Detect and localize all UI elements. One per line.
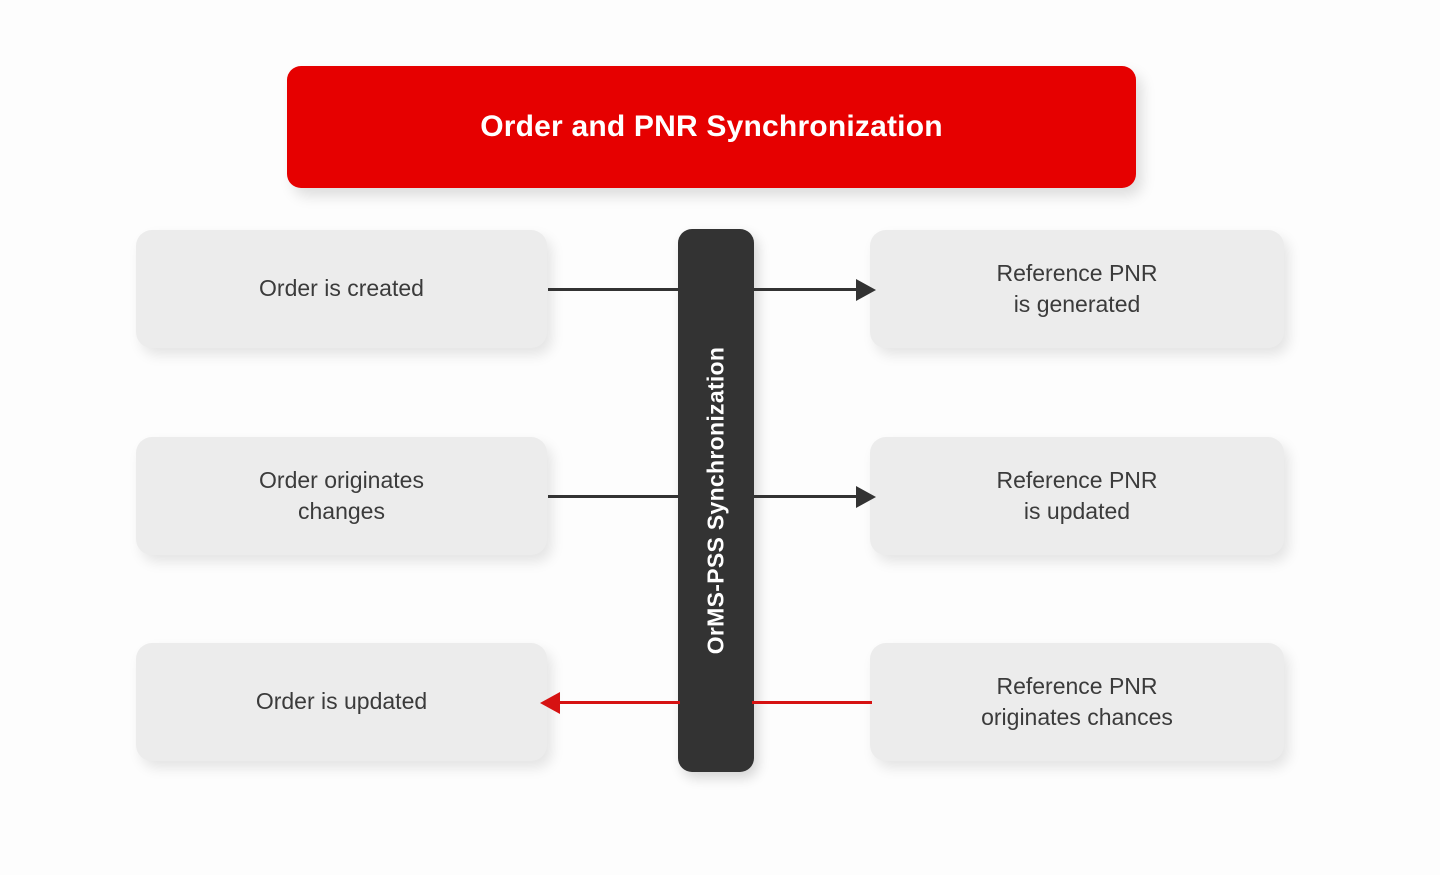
node-label-line2: originates chances (981, 704, 1173, 730)
node-label: Order is created (259, 275, 424, 302)
node-order-is-created (136, 230, 547, 348)
node-label-line1: Reference PNR (996, 259, 1158, 286)
arrowhead-right-icon (856, 486, 876, 508)
node-label (996, 258, 1157, 320)
node-label (996, 465, 1157, 527)
page-title: Order and PNR Synchronization (480, 110, 943, 143)
node-label: Order is updated (255, 688, 428, 715)
node-order-is-updated (136, 643, 547, 761)
arrowhead-right-icon (856, 279, 876, 301)
sync-bar-label: OrMS-PSS Synchronization (702, 346, 729, 655)
connector-line-row3-left (560, 701, 680, 704)
sync-bar (678, 229, 754, 772)
node-label-line2: is generated (1013, 291, 1141, 317)
node-label (259, 465, 424, 527)
node-reference-pnr-originates-chances (870, 643, 1284, 761)
diagram-title-banner (287, 66, 1136, 188)
node-label-line2: changes (298, 498, 385, 524)
connector-line-row3-right (752, 701, 872, 704)
connector-line-row2-left (548, 495, 680, 498)
node-label (981, 671, 1173, 733)
node-reference-pnr-is-generated (870, 230, 1284, 348)
connector-line-row2-right (752, 495, 872, 498)
node-label-line2: is updated (1023, 498, 1131, 524)
node-label-line1: Reference PNR (996, 672, 1158, 699)
node-order-originates-changes (136, 437, 547, 555)
arrowhead-left-icon (540, 692, 560, 714)
node-label-line1: Order originates (259, 466, 424, 493)
connector-line-row1-left (548, 288, 680, 291)
connector-line-row1-right (752, 288, 872, 291)
node-label-line1: Reference PNR (996, 466, 1158, 493)
node-reference-pnr-is-updated (870, 437, 1284, 555)
